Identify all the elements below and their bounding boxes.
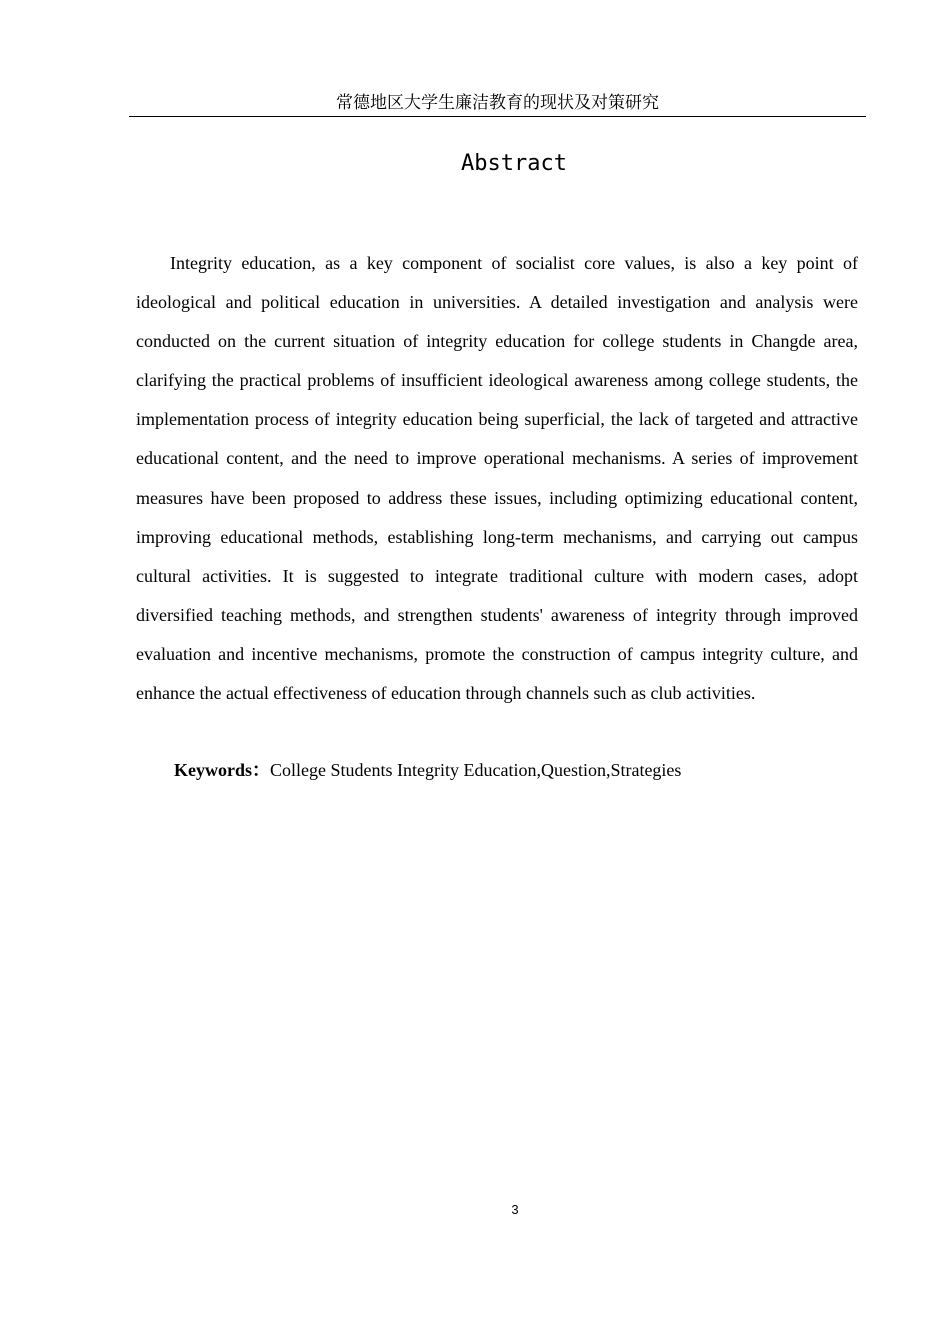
page-number: 3: [511, 1202, 519, 1217]
running-title: 常德地区大学生廉洁教育的现状及对策研究: [336, 93, 659, 113]
abstract-body: Integrity education, as a key component of socialist core values, is also a key point of ideological and political education in universities. A detailed investigation and analysis were conducted on the current situation of integrity education for college students in Changde area, clarifying the practical problems of insufficient ideological awareness among college students, the implementation process of integrity education being superficial, the lack of targeted and attractive educational content, and the need to improve operational mechanisms. A series of improvement measures have been proposed to address these issues, including optimizing educational content, improving educational methods, establishing long-term mechanisms, and carrying out campus cultural activities. It is suggested to integrate traditional culture with modern cases, adopt diversified teaching methods, and strengthen students' awareness of integrity through improved evaluation and incentive mechanisms, promote the construction of campus integrity culture, and enhance the actual effectiveness of education through channels such as club activities.: [136, 253, 858, 704]
abstract-title: Abstract: [461, 151, 567, 176]
keywords-label: Keywords：: [174, 760, 270, 780]
keywords-value: College Students Integrity Education,Question,Strategies: [270, 760, 682, 780]
page-header: [129, 92, 866, 117]
keywords-line: [174, 752, 874, 788]
